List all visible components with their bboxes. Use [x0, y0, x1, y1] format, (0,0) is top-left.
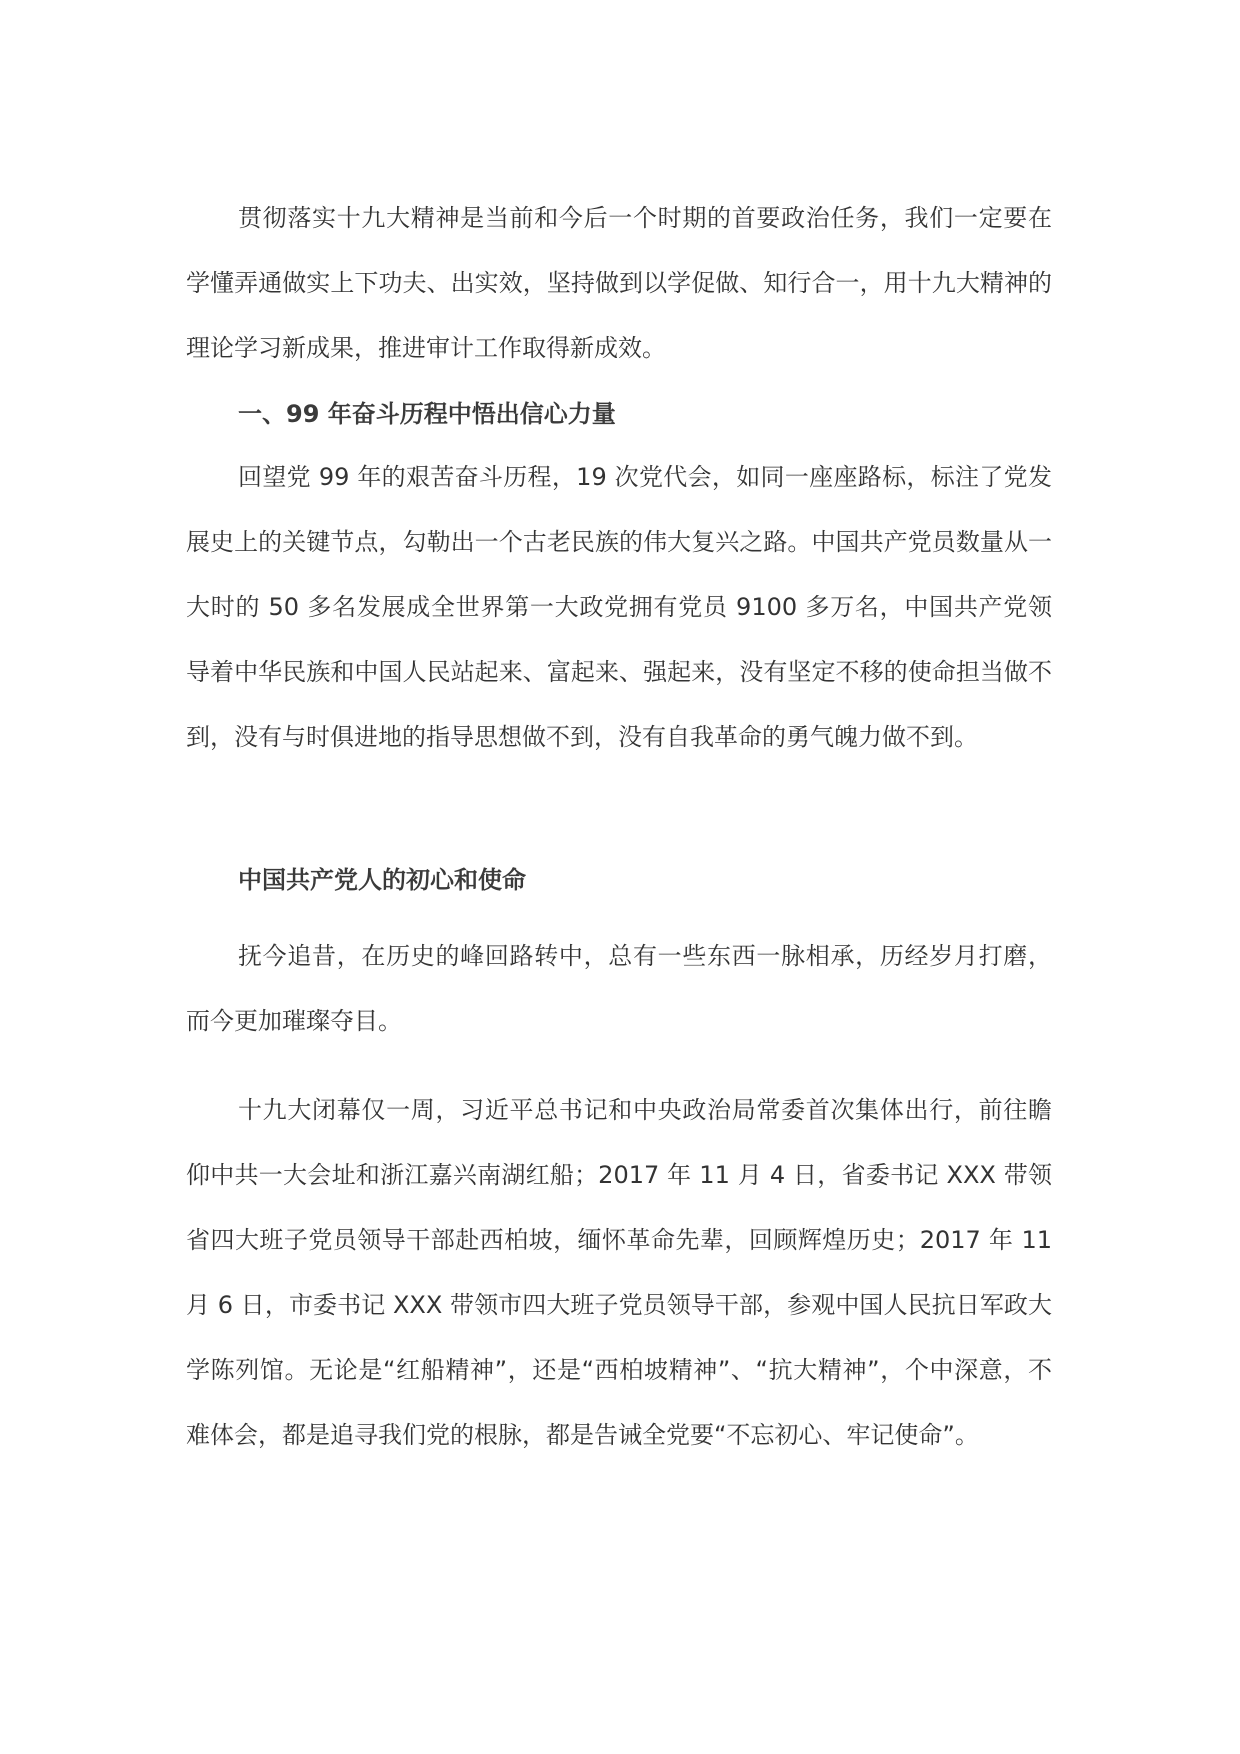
- history-paragraph: 回望党 99 年的艰苦奋斗历程，19 次党代会，如同一座座路标，标注了党发展史上的关键节点，勾勒出一个古老民族的伟大复兴之路。中国共产党员数量从一大时的 50 多名发展成全世界第一大政党拥有党员 9100 多万名，中国共产党领导着中华民族和中国人民站起来、富起来、强起来，没有坚定不移的使命担当做不到，没有与时俱进地的指导思想做不到，没有自我革命的勇气魄力做不到。: [186, 463, 1052, 751]
- reflection-paragraph: 抚今追昔，在历史的峰回路转中，总有一些东西一脉相承，历经岁月打磨，而今更加璀璨夺目。: [186, 942, 1052, 1035]
- section-heading-two: 中国共产党人的初心和使命: [238, 865, 526, 894]
- events-paragraph: 十九大闭幕仅一周，习近平总书记和中央政治局常委首次集体出行，前往瞻仰中共一大会址和浙江嘉兴南湖红船；2017 年 11 月 4 日，省委书记 XXX 带领省四大班子党员领导干部赴西柏坡，缅怀革命先辈，回顾辉煌历史；2017 年 11 月 6 日，市委书记 XXX 带领市四大班子党员领导干部，参观中国人民抗日军政大学陈列馆。无论是“红船精神”，还是“西柏坡精神”、“抗大精神”，个中深意，不难体会，都是追寻我们党的根脉，都是告诫全党要“不忘初心、牢记使命”。: [186, 1096, 1052, 1449]
- section-heading-one: 一、99 年奋斗历程中悟出信心力量: [238, 399, 616, 428]
- intro-paragraph: 贯彻落实十九大精神是当前和今后一个时期的首要政治任务，我们一定要在学懂弄通做实上下功夫、出实效，坚持做到以学促做、知行合一，用十九大精神的理论学习新成果，推进审计工作取得新成效。: [186, 204, 1052, 362]
